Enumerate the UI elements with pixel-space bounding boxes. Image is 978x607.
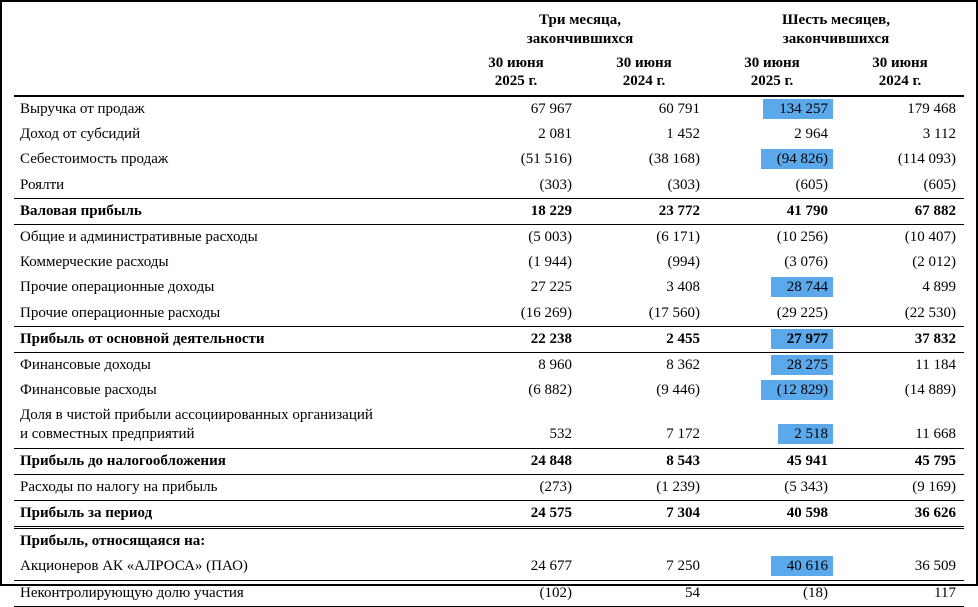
value-cell [708,301,836,327]
col-header-3m-2024 [580,53,708,97]
value-cell [708,378,836,403]
value: 27 225 [530,279,572,296]
highlighted-value: 27 977 [771,329,833,349]
value-cell [580,326,708,352]
value-cell [452,275,580,300]
value-cell [580,250,708,275]
value-cell [708,198,836,224]
value-cell [836,474,964,500]
group-label-line2: закончившихся [526,30,634,47]
value-cell [452,403,580,448]
value-cell [580,301,708,327]
value-cell [452,224,580,250]
col-header-6m-2024 [836,53,964,97]
value-cell [836,250,964,275]
value-cell [708,96,836,122]
value: (29 225) [776,304,828,321]
value-cell [708,122,836,147]
value: (994) [667,254,700,271]
value: 24 848 [530,452,572,469]
group-label-line1: Шесть месяцев, [781,12,890,28]
value: 54 [685,584,700,601]
highlighted-value: (12 829) [761,380,833,400]
table-row [14,301,964,327]
value: (9 169) [912,478,956,495]
date-line1: 30 июня [744,54,800,71]
value: (6 882) [528,382,572,399]
value: 40 598 [786,505,828,521]
value-cell [580,147,708,172]
value: 22 238 [530,330,572,347]
table-row [14,224,964,250]
value-cell [580,403,708,448]
value: 532 [549,426,572,443]
value: 67 882 [914,202,956,219]
value-cell [708,173,836,199]
value-cell [708,326,836,352]
empty-header-cell [14,53,452,97]
value-cell [452,301,580,327]
value: (6 171) [656,228,700,245]
value: (303) [539,176,572,193]
value-cell [836,528,964,555]
value: (51 516) [520,151,572,168]
value-cell [708,352,836,378]
table-row [14,352,964,378]
highlighted-value: 28 275 [771,355,833,375]
col-group-six-months [708,10,964,53]
value-cell [452,198,580,224]
col-header-3m-2025 [452,53,580,97]
value: 3 408 [666,279,700,296]
value: 8 362 [666,356,700,373]
highlighted-value: 2 518 [778,424,833,444]
row-label: Прочие операционные доходы [20,279,215,296]
value-cell [708,501,836,528]
value: (14 889) [904,382,956,399]
value-cell [580,528,708,555]
income-statement-table [14,10,964,607]
value-cell [836,122,964,147]
value: 8 543 [666,452,700,469]
row-label: Финансовые расходы [20,382,157,399]
value-cell [836,352,964,378]
value-cell [836,301,964,327]
value: (5 343) [784,478,828,495]
value: 45 941 [786,452,828,469]
col-header-6m-2025 [708,53,836,97]
value-cell [452,96,580,122]
value-cell [452,250,580,275]
table-row [14,554,964,580]
value-cell [708,448,836,474]
value: 24 575 [530,505,572,521]
value: (303) [667,176,700,193]
value-cell [452,474,580,500]
value-cell [708,554,836,580]
empty-header-cell [14,10,452,53]
row-label: Себестоимость продаж [20,151,169,168]
value: (102) [539,584,572,601]
value-cell [836,403,964,448]
value: (9 446) [656,382,700,399]
table-row [14,147,964,172]
table-row [14,275,964,300]
value: 60 791 [658,101,700,117]
value-cell [836,554,964,580]
value-cell [836,326,964,352]
value-cell [708,474,836,500]
table-row [14,173,964,199]
value: 37 832 [914,330,956,347]
date-line2: 2025 г. [750,73,794,90]
value: (114 093) [897,151,956,168]
value-cell [836,198,964,224]
row-label: Прибыль, относящаяся на: [20,533,206,550]
value: 8 960 [538,356,572,373]
value: (17 560) [648,304,700,321]
value: (605) [923,176,956,193]
value: (16 269) [520,304,572,321]
value: 67 967 [530,101,572,117]
value-cell [580,448,708,474]
table-row [14,448,964,474]
row-label: Роялти [14,173,452,199]
value-cell [452,173,580,199]
date-line1: 30 июня [488,54,544,71]
date-line2: 2025 г. [494,73,538,90]
value-cell [708,250,836,275]
value: (273) [539,478,572,495]
value: 1 452 [666,126,700,143]
date-line2: 2024 г. [878,73,922,90]
highlighted-value: 134 257 [763,99,833,119]
value: (1 944) [528,254,572,271]
table-row [14,378,964,403]
value: 45 795 [914,452,956,469]
value: 7 172 [666,426,700,443]
value-cell [452,580,580,606]
row-label: Валовая прибыль [14,198,452,224]
value: (3 076) [784,254,828,271]
value-cell [580,173,708,199]
value: 11 668 [915,426,956,443]
value-cell [836,275,964,300]
row-label: Общие и административные расходы [20,228,258,245]
highlighted-value: (94 826) [761,149,833,169]
row-label: Коммерческие расходы [20,254,169,271]
value-cell [452,122,580,147]
value: 11 184 [915,356,956,373]
value: (5 003) [528,228,572,245]
row-label: Прибыль за период [14,501,452,528]
date-line2: 2024 г. [622,73,666,90]
row-label: Доля в чистой прибыли ассоциированных организаций и совместных предприятий [14,403,452,448]
col-group-three-months [452,10,708,53]
period-group-row [14,10,964,53]
table-row [14,198,964,224]
row-label: Расходы по налогу на прибыль [14,474,452,500]
value: (18) [803,584,828,601]
value: 36 509 [914,558,956,575]
table-row [14,474,964,500]
value-cell [452,147,580,172]
value: 7 250 [666,558,700,575]
value-cell [580,122,708,147]
value: 117 [934,584,956,601]
value-cell [836,173,964,199]
value: 2 964 [794,126,828,143]
value: (22 530) [904,304,956,321]
row-label: Прочие операционные расходы [14,301,452,327]
value-cell [836,501,964,528]
table-row [14,403,964,448]
value-cell [580,501,708,528]
date-line1: 30 июня [872,54,928,71]
value-cell [708,147,836,172]
value-cell [452,326,580,352]
value-cell [580,224,708,250]
value-cell [452,448,580,474]
row-label: Прибыль до налогообложения [14,448,452,474]
value-cell [452,378,580,403]
row-label: Доход от субсидий [20,126,141,143]
value-cell [708,224,836,250]
value: 23 772 [658,202,700,219]
row-label: Выручка от продаж [20,101,145,117]
row-label: Прибыль от основной деятельности [14,326,452,352]
value: 2 081 [538,126,572,143]
group-label-line2: закончившихся [782,30,890,47]
table-row [14,96,964,122]
value-cell [452,528,580,555]
value: (38 168) [648,151,700,168]
value: 18 229 [530,202,572,219]
value: (2 012) [912,254,956,271]
table-row [14,528,964,555]
value: 41 790 [786,202,828,219]
value: 7 304 [666,505,700,521]
value-cell [836,96,964,122]
value: 2 455 [666,330,700,347]
value-cell [452,501,580,528]
highlighted-value: 40 616 [771,556,833,576]
value-cell [708,528,836,555]
value: 36 626 [914,505,956,521]
value-cell [580,96,708,122]
value: (605) [795,176,828,193]
table-row [14,250,964,275]
value: 3 112 [922,126,956,143]
table-header [14,10,964,96]
value-cell [580,198,708,224]
value-cell [580,474,708,500]
value-cell [580,378,708,403]
value: (10 256) [776,228,828,245]
row-label: Неконтролирующую долю участия [14,580,452,606]
value: (1 239) [656,478,700,495]
group-label-line1: Три месяца, [539,12,621,28]
row-label: Финансовые доходы [20,356,151,373]
table-row [14,501,964,528]
value-cell [580,275,708,300]
value-cell [708,403,836,448]
value: 179 468 [907,101,956,117]
value-cell [452,352,580,378]
value-cell [580,352,708,378]
date-header-row [14,53,964,97]
date-line1: 30 июня [616,54,672,71]
table-body [14,96,964,606]
row-label: Акционеров АК «АЛРОСА» (ПАО) [14,554,452,580]
value-cell [708,580,836,606]
value-cell [708,275,836,300]
value: 4 899 [922,279,956,296]
value-cell [836,224,964,250]
value: 24 677 [530,558,572,575]
value-cell [836,378,964,403]
table-row [14,122,964,147]
value-cell [580,580,708,606]
value: (10 407) [904,228,956,245]
table-row [14,326,964,352]
value-cell [580,554,708,580]
table-row [14,580,964,606]
highlighted-value: 28 744 [771,277,833,297]
value-cell [836,147,964,172]
value-cell [452,554,580,580]
value-cell [836,448,964,474]
value-cell [836,580,964,606]
